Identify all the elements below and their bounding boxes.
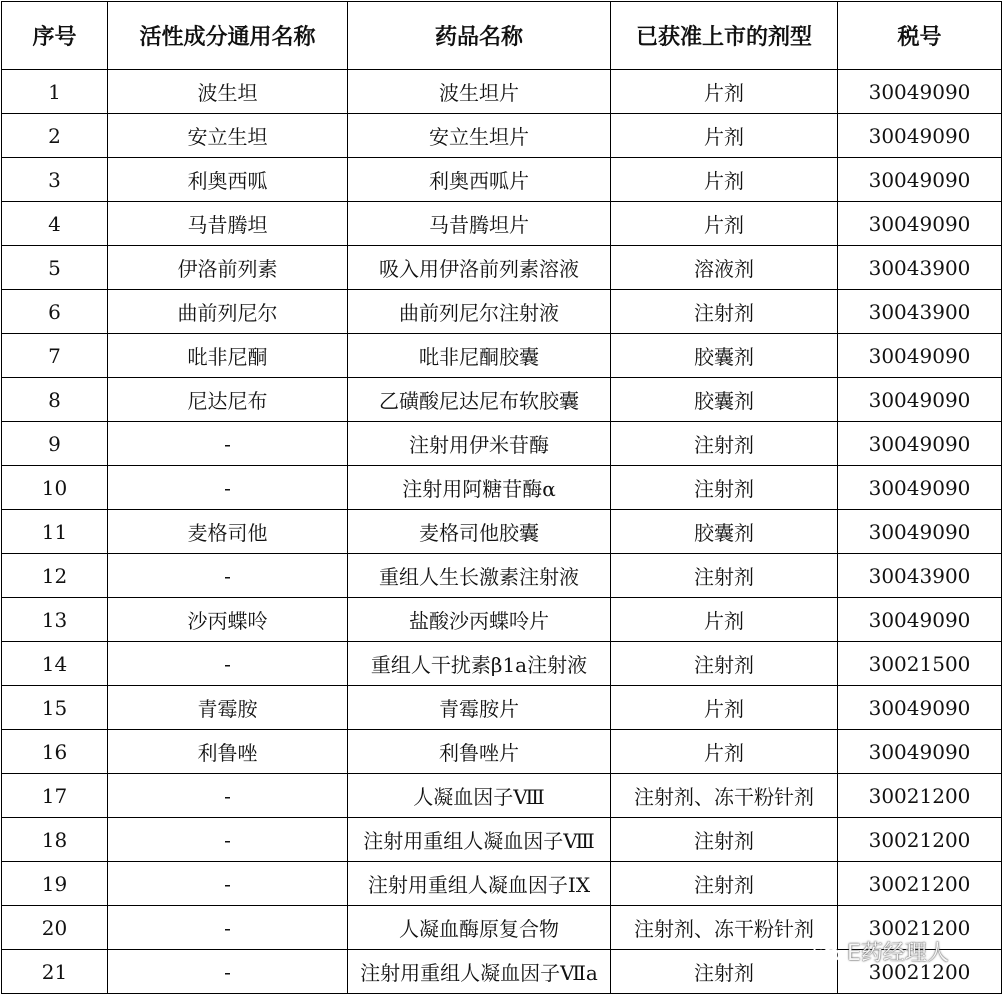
tariff-code-cell: 30043900 [838, 290, 1002, 334]
table-body [2, 70, 1002, 994]
active-ingredient-cell: 利鲁唑 [108, 730, 348, 774]
active-ingredient-cell: 安立生坦 [108, 114, 348, 158]
header-cell: 已获准上市的剂型 [611, 2, 838, 70]
active-ingredient-cell: 沙丙蝶呤 [108, 598, 348, 642]
row-number-cell: 17 [2, 774, 108, 818]
table-row [2, 774, 1002, 818]
header-cell: 药品名称 [348, 2, 611, 70]
dosage-form-cell: 注射剂 [611, 862, 838, 906]
row-number-cell: 11 [2, 510, 108, 554]
dosage-form-cell: 注射剂 [611, 642, 838, 686]
drug-name-cell: 人凝血酶原复合物 [348, 906, 611, 950]
tariff-code-cell: 30049090 [838, 334, 1002, 378]
table-row [2, 290, 1002, 334]
tariff-code-cell: 30049090 [838, 730, 1002, 774]
table-row [2, 114, 1002, 158]
dosage-form-cell: 注射剂、冻干粉针剂 [611, 774, 838, 818]
dosage-form-cell: 片剂 [611, 598, 838, 642]
dosage-form-cell: 注射剂 [611, 818, 838, 862]
watermark-text: E药经理人 [847, 941, 949, 966]
table-row [2, 730, 1002, 774]
active-ingredient-cell: - [108, 422, 348, 466]
drug-name-cell: 注射用重组人凝血因子Ⅶa [348, 950, 611, 994]
drug-name-cell: 注射用阿糖苷酶α [348, 466, 611, 510]
drug-list-table [1, 1, 1002, 994]
tariff-code-cell: 30049090 [838, 70, 1002, 114]
drug-name-cell: 青霉胺片 [348, 686, 611, 730]
row-number-cell: 5 [2, 246, 108, 290]
table-row [2, 818, 1002, 862]
active-ingredient-cell: - [108, 862, 348, 906]
table-row [2, 686, 1002, 730]
drug-name-cell: 注射用重组人凝血因子Ⅷ [348, 818, 611, 862]
tariff-code-cell: 30049090 [838, 202, 1002, 246]
tariff-code-cell: 30021200 [838, 774, 1002, 818]
drug-name-cell: 马昔腾坦片 [348, 202, 611, 246]
header-cell: 活性成分通用名称 [108, 2, 348, 70]
active-ingredient-cell: 伊洛前列素 [108, 246, 348, 290]
tariff-code-cell: 30043900 [838, 554, 1002, 598]
active-ingredient-cell: 麦格司他 [108, 510, 348, 554]
dosage-form-cell: 注射剂 [611, 290, 838, 334]
table-row [2, 950, 1002, 994]
row-number-cell: 16 [2, 730, 108, 774]
dosage-form-cell: 胶囊剂 [611, 378, 838, 422]
table-row [2, 510, 1002, 554]
tariff-code-cell: 30049090 [838, 422, 1002, 466]
table-row [2, 202, 1002, 246]
row-number-cell: 10 [2, 466, 108, 510]
dosage-form-cell: 片剂 [611, 158, 838, 202]
drug-name-cell: 利奥西呱片 [348, 158, 611, 202]
tariff-code-cell: 30043900 [838, 246, 1002, 290]
dosage-form-cell: 片剂 [611, 686, 838, 730]
active-ingredient-cell: - [108, 950, 348, 994]
active-ingredient-cell: - [108, 466, 348, 510]
table-row [2, 158, 1002, 202]
drug-name-cell: 曲前列尼尔注射液 [348, 290, 611, 334]
row-number-cell: 15 [2, 686, 108, 730]
active-ingredient-cell: - [108, 774, 348, 818]
drug-name-cell: 乙磺酸尼达尼布软胶囊 [348, 378, 611, 422]
row-number-cell: 20 [2, 906, 108, 950]
active-ingredient-cell: 马昔腾坦 [108, 202, 348, 246]
row-number-cell: 21 [2, 950, 108, 994]
row-number-cell: 19 [2, 862, 108, 906]
table-row [2, 334, 1002, 378]
dosage-form-cell: 片剂 [611, 114, 838, 158]
dosage-form-cell: 胶囊剂 [611, 510, 838, 554]
row-number-cell: 8 [2, 378, 108, 422]
row-number-cell: 7 [2, 334, 108, 378]
row-number-cell: 1 [2, 70, 108, 114]
tariff-code-cell: 30049090 [838, 114, 1002, 158]
active-ingredient-cell: 波生坦 [108, 70, 348, 114]
table-row [2, 642, 1002, 686]
active-ingredient-cell: 尼达尼布 [108, 378, 348, 422]
drug-name-cell: 重组人生长激素注射液 [348, 554, 611, 598]
active-ingredient-cell: 吡非尼酮 [108, 334, 348, 378]
row-number-cell: 18 [2, 818, 108, 862]
tariff-code-cell: 30049090 [838, 158, 1002, 202]
header-cell: 序号 [2, 2, 108, 70]
table-row [2, 554, 1002, 598]
table-row [2, 246, 1002, 290]
dosage-form-cell: 注射剂 [611, 950, 838, 994]
row-number-cell: 3 [2, 158, 108, 202]
header-cell: 税号 [838, 2, 1002, 70]
dosage-form-cell: 片剂 [611, 730, 838, 774]
drug-name-cell: 盐酸沙丙蝶呤片 [348, 598, 611, 642]
tariff-code-cell: 30021200 [838, 862, 1002, 906]
drug-name-cell: 安立生坦片 [348, 114, 611, 158]
drug-name-cell: 吸入用伊洛前列素溶液 [348, 246, 611, 290]
table-row [2, 378, 1002, 422]
table-header [2, 2, 1002, 70]
dosage-form-cell: 溶液剂 [611, 246, 838, 290]
drug-name-cell: 吡非尼酮胶囊 [348, 334, 611, 378]
drug-name-cell: 人凝血因子Ⅷ [348, 774, 611, 818]
dosage-form-cell: 注射剂 [611, 422, 838, 466]
tariff-code-cell: 30049090 [838, 378, 1002, 422]
row-number-cell: 9 [2, 422, 108, 466]
tariff-code-cell: 30021200 [838, 906, 1002, 950]
table-row [2, 422, 1002, 466]
dosage-form-cell: 注射剂 [611, 466, 838, 510]
drug-name-cell: 麦格司他胶囊 [348, 510, 611, 554]
table-row [2, 906, 1002, 950]
active-ingredient-cell: 利奥西呱 [108, 158, 348, 202]
tariff-code-cell: 30049090 [838, 686, 1002, 730]
row-number-cell: 6 [2, 290, 108, 334]
dosage-form-cell: 片剂 [611, 70, 838, 114]
active-ingredient-cell: - [108, 906, 348, 950]
tariff-code-cell: 30021200 [838, 950, 1002, 994]
dosage-form-cell: 注射剂、冻干粉针剂 [611, 906, 838, 950]
drug-name-cell: 注射用伊米苷酶 [348, 422, 611, 466]
dosage-form-cell: 胶囊剂 [611, 334, 838, 378]
active-ingredient-cell: - [108, 818, 348, 862]
drug-name-cell: 重组人干扰素β1a注射液 [348, 642, 611, 686]
dosage-form-cell: 注射剂 [611, 554, 838, 598]
row-number-cell: 13 [2, 598, 108, 642]
table-row [2, 70, 1002, 114]
drug-name-cell: 注射用重组人凝血因子IX [348, 862, 611, 906]
dosage-form-cell: 片剂 [611, 202, 838, 246]
row-number-cell: 12 [2, 554, 108, 598]
tariff-code-cell: 30049090 [838, 466, 1002, 510]
drug-name-cell: 波生坦片 [348, 70, 611, 114]
tariff-code-cell: 30049090 [838, 598, 1002, 642]
table-row [2, 466, 1002, 510]
row-number-cell: 4 [2, 202, 108, 246]
table-row [2, 598, 1002, 642]
table-row [2, 862, 1002, 906]
row-number-cell: 14 [2, 642, 108, 686]
active-ingredient-cell: - [108, 642, 348, 686]
tariff-code-cell: 30021200 [838, 818, 1002, 862]
header-row [2, 2, 1002, 70]
tariff-code-cell: 30021500 [838, 642, 1002, 686]
row-number-cell: 2 [2, 114, 108, 158]
active-ingredient-cell: 青霉胺 [108, 686, 348, 730]
active-ingredient-cell: 曲前列尼尔 [108, 290, 348, 334]
drug-name-cell: 利鲁唑片 [348, 730, 611, 774]
active-ingredient-cell: - [108, 554, 348, 598]
tariff-code-cell: 30049090 [838, 510, 1002, 554]
